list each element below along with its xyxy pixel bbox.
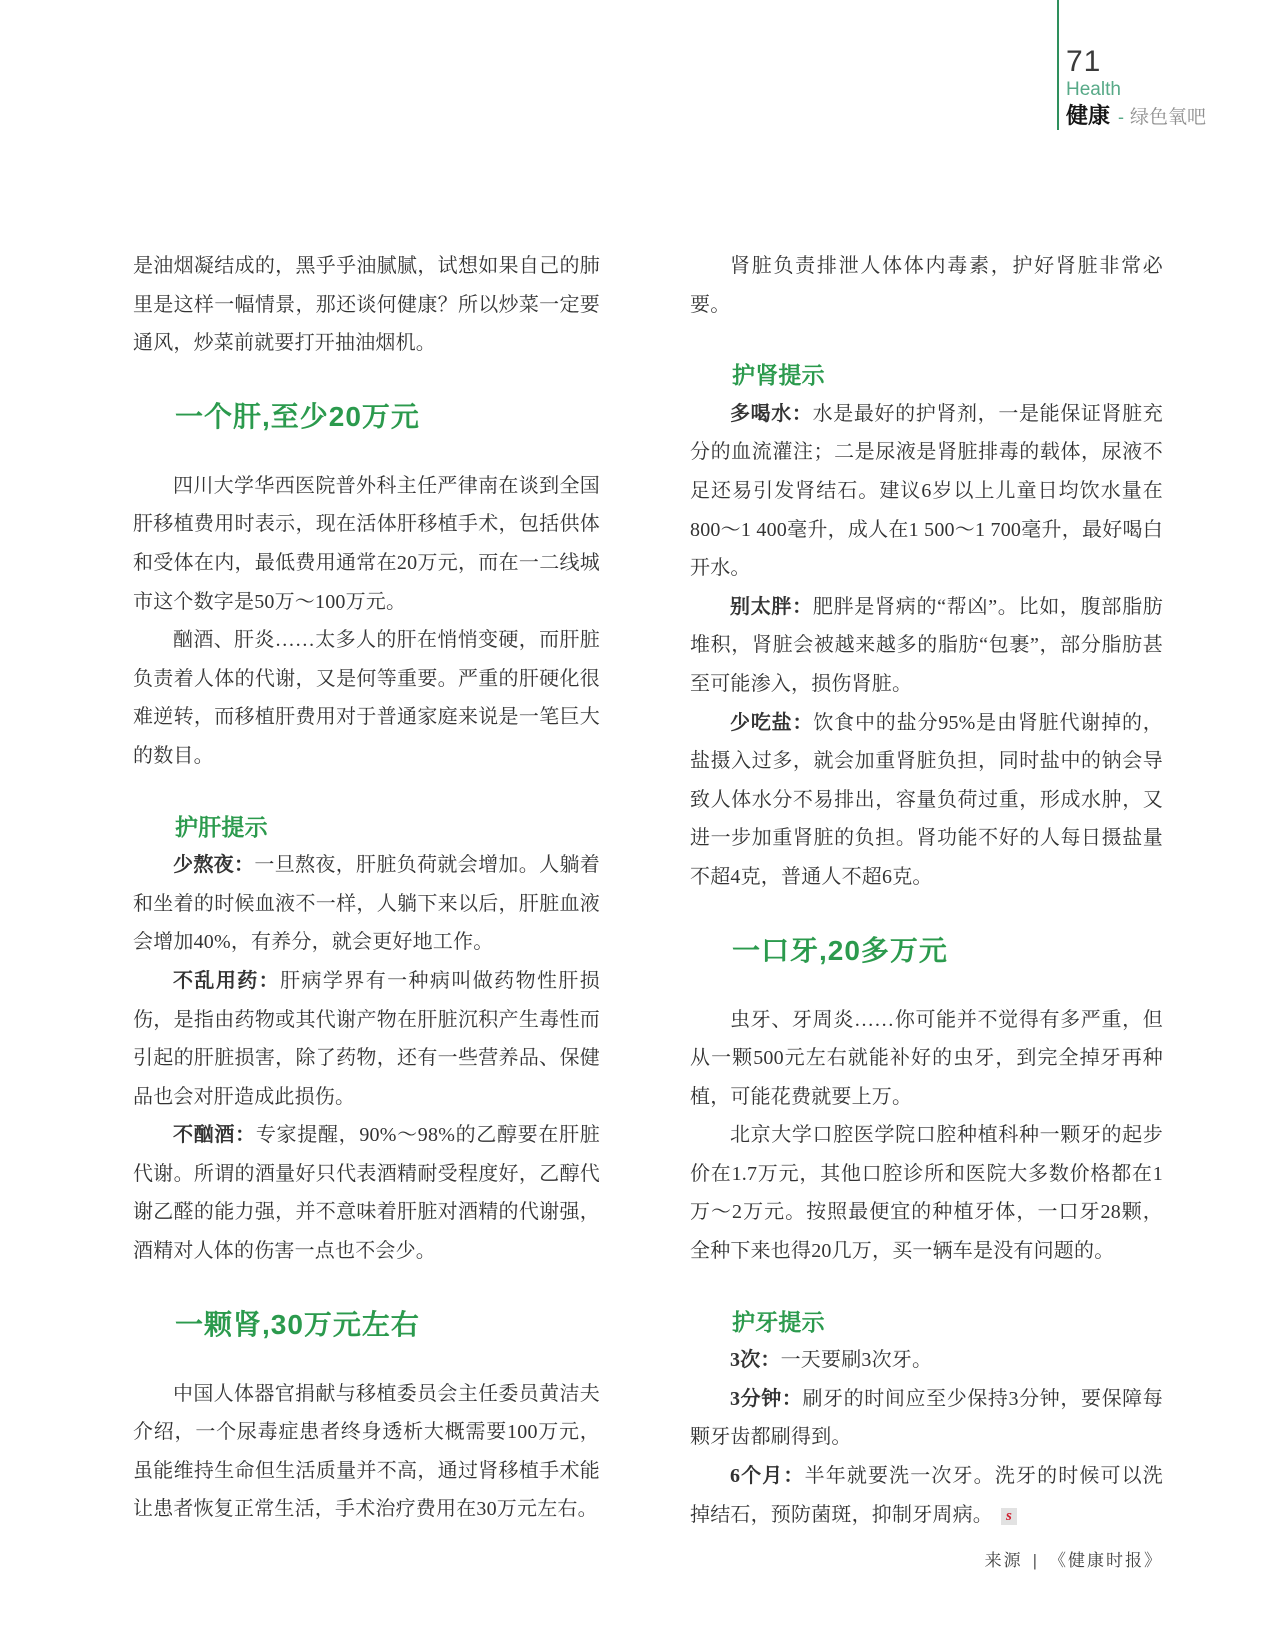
kidney-tip-3 bbox=[690, 704, 1163, 897]
section-name-chinese: 健康 bbox=[1066, 103, 1111, 128]
paragraph-teeth-1: 虫牙、牙周炎……你可能并不觉得有多严重，但从一颗500元左右就能补好的虫牙，到完全掉牙再种植，可能花费就要上万。 bbox=[690, 1008, 1163, 1108]
source-line bbox=[690, 1542, 1163, 1581]
tip-term: 3次： bbox=[730, 1349, 781, 1372]
tip-text: 一天要刷3次牙。 bbox=[780, 1349, 933, 1372]
tip-text: 半年就要洗一次牙。洗牙的时候可以洗掉结石，预防菌斑，抑制牙周病。 bbox=[690, 1465, 1163, 1526]
section-name-english: Health bbox=[1066, 79, 1121, 100]
paragraph-kidney-1: 中国人体器官捐献与移植委员会主任委员黄洁夫介绍，一个尿毒症患者终身透析大概需要100万元，虽能维持生命但生活质量并不高，通过肾移植手术能让患者恢复正常生活，手术治疗费用在30万元左右。 bbox=[133, 1382, 600, 1521]
source-name: 《健康时报》 bbox=[1049, 1551, 1163, 1571]
tip-text: 刷牙的时间应至少保持3分钟，要保障每颗牙齿都刷得到。 bbox=[690, 1387, 1163, 1449]
paragraph-kidney-intro: 肾脏负责排泄人体体内毒素，护好肾脏非常必要。 bbox=[690, 255, 1163, 316]
section-name-row bbox=[1066, 103, 1206, 132]
tip-text: 一旦熬夜，肝脏负荷就会增加。人躺着和坐着的时候血液不一样，人躺下来以后，肝脏血液会增加40%，有养分，就会更好地工作。 bbox=[133, 854, 600, 954]
kidney-tip-1 bbox=[690, 395, 1163, 588]
page-number: 71 bbox=[1066, 45, 1102, 78]
paragraph-liver-1: 四川大学华西医院普外科主任严律南在谈到全国肝移植费用时表示，现在活体肝移植手术，包括供体和受体在内，最低费用通常在20万元，而在一二线城市这个数字是50万～100万元。 bbox=[133, 474, 600, 613]
tip-text: 水是最好的护肾剂，一是能保证肾脏充分的血流灌注；二是尿液是肾脏排毒的载体，尿液不足还易引发肾结石。建议6岁以上儿童日均饮水量在800～1 400毫升，成人在1 500～1 700毫升，最好喝白开水。 bbox=[690, 402, 1163, 580]
source-separator: | bbox=[1032, 1551, 1039, 1571]
heading-teeth-cost: 一口牙,20多万元 bbox=[732, 934, 948, 966]
paragraph-liver-2: 酗酒、肝炎……太多人的肝在悄悄变硬，而肝脏负责着人体的代谢，又是何等重要。严重的肝硬化很难逆转，而移植肝费用对于普通家庭来说是一笔巨大的数目。 bbox=[133, 629, 600, 767]
tip-term: 少吃盐： bbox=[730, 711, 814, 734]
tip-text: 肝病学界有一种病叫做药物性肝损伤，是指由药物或其代谢产物在肝脏沉积产生毒性而引起的肝脏损害，除了药物，还有一些营养品、保健品也会对肝造成此损伤。 bbox=[133, 969, 601, 1108]
tip-text: 饮食中的盐分95%是由肾脏代谢掉的，盐摄入过多，就会加重肾脏负担，同时盐中的钠会导致人体水分不易排出，容量负荷过重，形成水肿，又进一步加重肾脏的负担。肾功能不好的人每日摄盐量不超4克，普通人不超6克。 bbox=[690, 711, 1163, 888]
liver-tip-2 bbox=[133, 962, 600, 1116]
liver-tip-1 bbox=[133, 846, 600, 962]
heading-liver-cost: 一个肝,至少20万元 bbox=[175, 400, 420, 432]
paragraph-intro: 是油烟凝结成的，黑乎乎油腻腻，试想如果自己的肺里是这样一幅情景，那还谈何健康？所以炒菜一定要通风，炒菜前就要打开抽油烟机。 bbox=[133, 255, 600, 355]
subheading-teeth-tips: 护牙提示 bbox=[732, 1308, 825, 1335]
heading-kidney-cost: 一颗肾,30万元左右 bbox=[175, 1308, 420, 1340]
tip-term: 别太胖： bbox=[730, 595, 813, 618]
tip-term: 少熬夜： bbox=[173, 854, 255, 877]
tip-term: 3分钟： bbox=[730, 1387, 803, 1410]
header-divider-line bbox=[1057, 0, 1059, 130]
tip-text: 肥胖是肾病的“帮凶”。比如，腹部脂肪堆积，肾脏会被越来越多的脂肪“包裹”，部分脂肪甚至可能渗入，损伤肾脏。 bbox=[690, 595, 1163, 695]
liver-tip-3 bbox=[133, 1116, 600, 1270]
subheading-liver-tips: 护肝提示 bbox=[175, 813, 268, 840]
left-column bbox=[133, 247, 600, 1529]
teeth-tip-3 bbox=[690, 1457, 1163, 1534]
article-end-mark: s bbox=[1001, 1508, 1017, 1525]
section-dash: - bbox=[1118, 107, 1125, 127]
tip-term: 6个月： bbox=[730, 1465, 805, 1488]
tip-term: 不酗酒： bbox=[173, 1124, 256, 1147]
subheading-kidney-tips: 护肾提示 bbox=[732, 362, 825, 389]
tip-term: 多喝水： bbox=[730, 402, 813, 425]
tip-text: 专家提醒，90%～98%的乙醇要在肝脏代谢。所谓的酒量好只代表酒精耐受程度好，乙醇代谢乙醛的能力强，并不意味着肝脏对酒精的代谢强，酒精对人体的伤害一点也不会少。 bbox=[133, 1124, 600, 1263]
header-text-block bbox=[1066, 46, 1206, 132]
teeth-tip-1 bbox=[690, 1341, 1163, 1380]
teeth-tip-2 bbox=[690, 1380, 1163, 1457]
right-column bbox=[690, 247, 1163, 1581]
paragraph-teeth-2: 北京大学口腔医学院口腔种植科种一颗牙的起步价在1.7万元，其他口腔诊所和医院大多数价格都在1万～2万元。按照最便宜的种植牙体，一口牙28颗，全种下来也得20几万，买一辆车是没有问题的。 bbox=[690, 1124, 1163, 1263]
source-label: 来源 bbox=[984, 1551, 1023, 1571]
section-subtitle: 绿色氧吧 bbox=[1130, 107, 1207, 128]
kidney-tip-2 bbox=[690, 588, 1163, 704]
tip-term: 不乱用药： bbox=[173, 969, 281, 992]
